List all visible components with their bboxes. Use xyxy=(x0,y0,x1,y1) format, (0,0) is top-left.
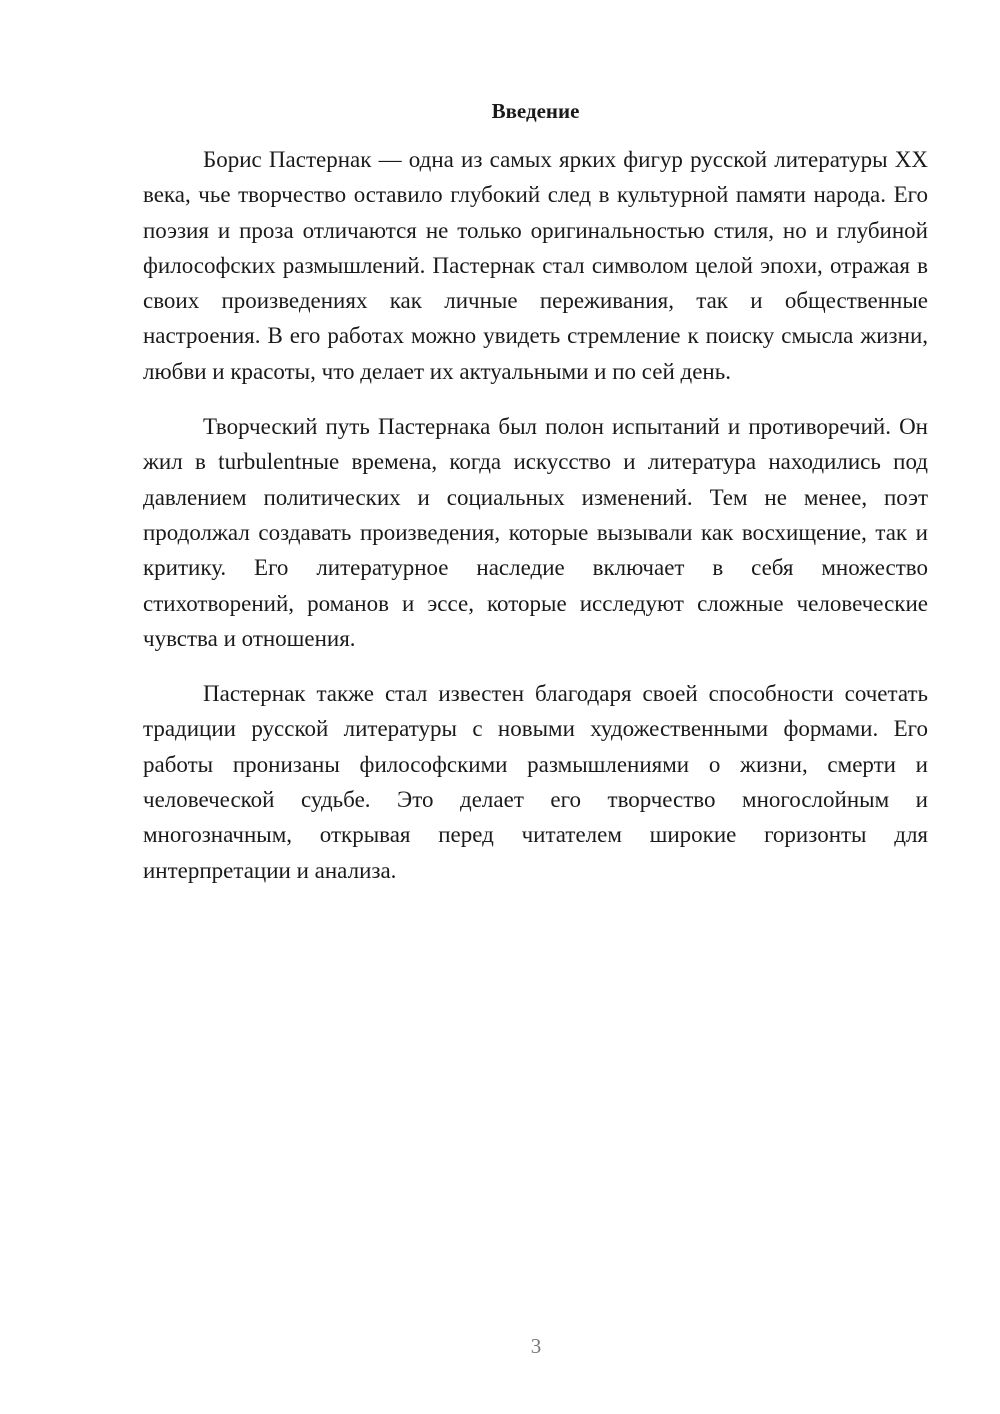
page-heading: Введение xyxy=(491,99,580,123)
paragraph-3: Пастернак также стал известен благодаря своей способности сочетать традиции русской литературы с новыми художественными формами. Его работы пронизаны философскими размышлениями о жизни, смерти и человеческой судьбе. Это делает его творчество многослойным и многозначным, открывая перед читателем широкие горизонты для интерпретации и анализа. xyxy=(143,681,928,883)
page-number: 3 xyxy=(530,1334,542,1358)
paragraph-1: Борис Пастернак — одна из самых ярких фигур русской литературы XX века, чье творчество оставило глубокий след в культурной памяти народа. Его поэзия и проза отличаются не только оригинальностью стиля, но и глубиной философских размышлений. Пастернак стал символом целой эпохи, отражая в своих произведениях как личные переживания, так и общественные настроения. В его работах можно увидеть стремление к поиску смысла жизни, любви и красоты, что делает их актуальными и по сей день. xyxy=(143,147,928,384)
body-text xyxy=(143,142,928,908)
paragraph-2: Творческий путь Пастернака был полон испытаний и противоречий. Он жил в turbulentные времена, когда искусство и литература находились под давлением политических и социальных изменений. Тем не менее, поэт продолжал создавать произведения, которые вызывали как восхищение, так и критику. Его литературное наследие включает в себя множество стихотворений, романов и эссе, которые исследуют сложные человеческие чувства и отношения. xyxy=(143,414,928,651)
